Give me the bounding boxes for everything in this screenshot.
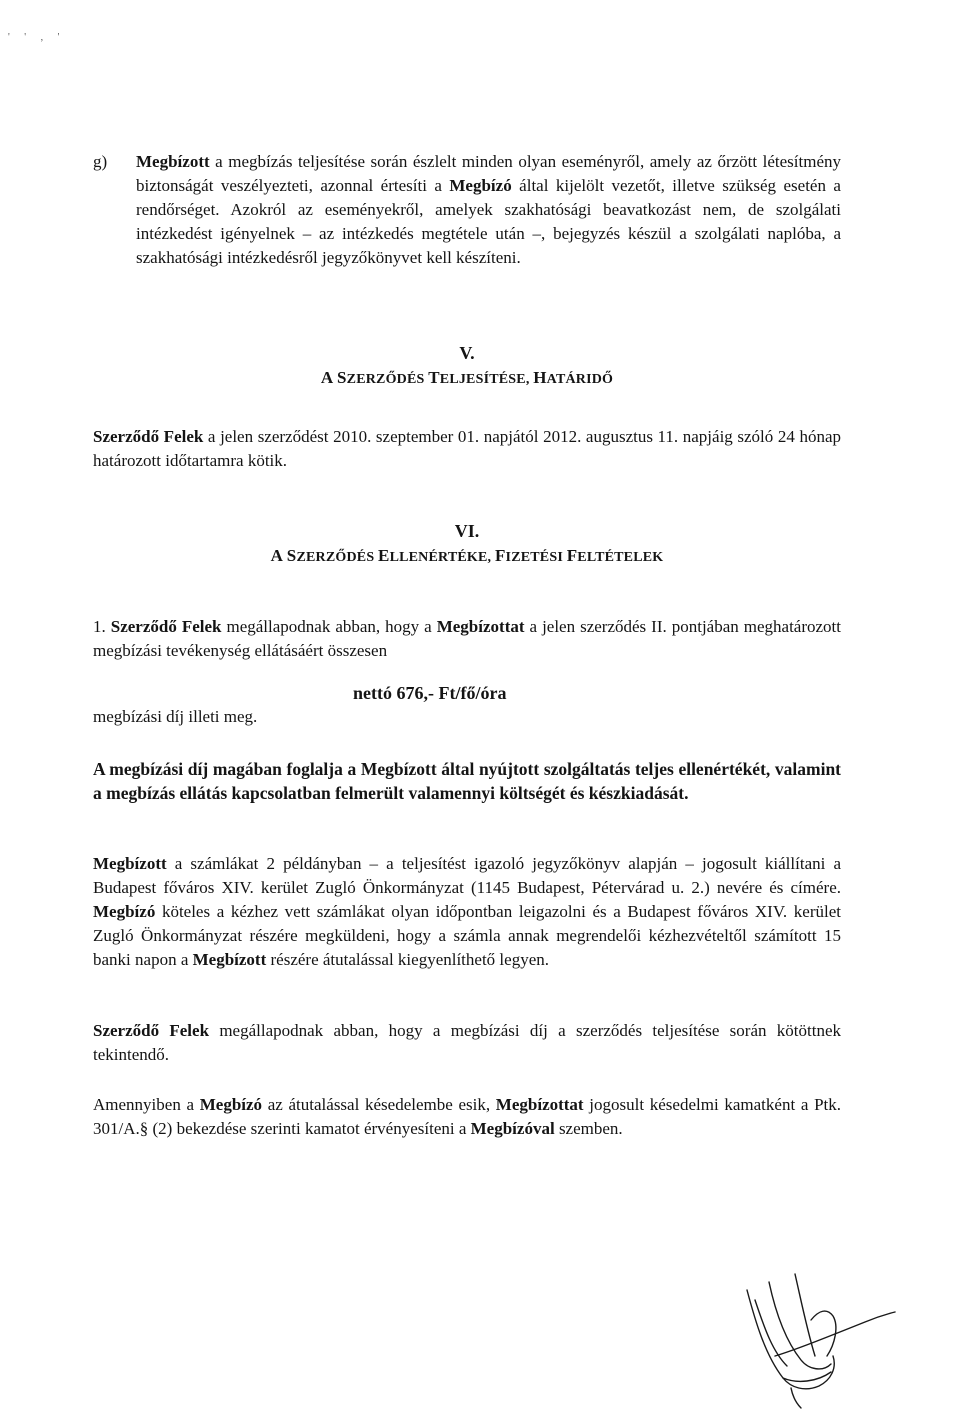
bold-term: Megbízó [449, 176, 512, 195]
completion-paragraph [93, 1019, 841, 1067]
delay-paragraph [93, 1093, 841, 1141]
bold-term: Szerződő Felek [93, 1021, 210, 1040]
text-run: 1. [93, 617, 111, 636]
fee-includes-paragraph: A megbízási díj magában foglalja a Megbízott által nyújtott szolgáltatás teljes ellenértékét, valamint a megbízás ellátás kapcsolatban felmerült valamennyi költségét és készkiadását. [93, 759, 841, 803]
section-v-title: A SZERZŐDÉS TELJESÍTÉSE, HATÁRIDŐ [320, 368, 614, 387]
section-vi-title: A SZERZŐDÉS ELLENÉRTÉKE, FIZETÉSI FELTÉTELEK [270, 546, 664, 565]
text-run: köteles a kézhez vett számlákat olyan időpontban leigazolni és a Budapest főváros XIV. kerület Zugló Önkormányzat részére megküldeni, hogy a számla annak megrendelői kézhezvételtől számított 15 banki napon a [93, 902, 841, 969]
text-run: az átutalással késedelembe esik, [262, 1095, 496, 1114]
bold-term: Megbízottat [495, 1095, 584, 1114]
text-run: megállapodnak abban, hogy a [221, 617, 437, 636]
section-g-text [136, 150, 841, 270]
section-vi-number: VI. [454, 521, 480, 541]
text-run: a jelen szerződés II. pontjában meghatározott megbízási tevékenység ellátásáért összesen [93, 617, 841, 660]
text-run: a számlákat 2 példányban – a teljesítést igazoló jegyzőkönyv alapján – jogosult kiállítani a Budapest főváros XIV. kerület Zugló Önkormányzat (1145 Budapest, Pétervárad u. 2.) nevére és címére. [93, 854, 841, 897]
bold-term: Megbízott [136, 152, 210, 171]
term-paragraph [93, 425, 841, 473]
section-vi-heading [93, 519, 841, 571]
bold-term: Megbízó [199, 1095, 263, 1114]
text-run: szemben. [554, 1119, 623, 1138]
text-run: a megbízás teljesítése során észlelt minden olyan eseményről, amely az őrzött létesítmény biztonságát veszélyezteti, azonnal értesíti a [136, 152, 841, 195]
fee-amount: nettó 676,- Ft/fő/óra [353, 683, 507, 703]
section-v-heading [93, 341, 841, 393]
bold-term: Megbízóval [470, 1119, 555, 1138]
bold-term: Szerződő Felek [110, 617, 222, 636]
bold-term: Szerződő Felek [93, 427, 204, 446]
section-g-paragraph [93, 150, 841, 270]
bold-term: Megbízott [192, 950, 267, 969]
scan-specks: ' ' , ' [8, 32, 66, 43]
text-run: Amennyiben a [93, 1095, 200, 1114]
text-run: részére átutalással kiegyenlíthető legyen. [266, 950, 549, 969]
handwritten-signature [735, 1260, 900, 1410]
fee-text: megbízási díj illeti meg. [93, 707, 258, 726]
text-run: által kijelölt vezetőt, illetve szükség esetén a rendőrséget. Azokról az eseményekről, amelyek szakhatósági beavatkozást nem, de szolgálati intézkedést igényelnek – az intézkedés megtétele után –, bejegyzés készül a szolgálati naplóba, a szakhatósági intézkedésről jegyzőkönyvet kell készíteni. [136, 176, 841, 267]
fee-paragraph [93, 615, 841, 663]
bold-term: Megbízottat [436, 617, 525, 636]
invoice-paragraph [93, 852, 841, 972]
section-g-letter: g) [93, 152, 108, 171]
bold-term: Megbízó [93, 902, 156, 921]
bold-term: Megbízott [93, 854, 167, 873]
text-run: megállapodnak abban, hogy a megbízási díj a szerződés teljesítése során kötöttnek tekintendő. [93, 1021, 842, 1064]
section-v-number: V. [459, 343, 475, 363]
text-run: jogosult késedelmi kamatként a Ptk. 301/A.§ (2) bekezdése szerinti kamatot érvényesíteni a [93, 1095, 841, 1138]
text-run: a jelen szerződést 2010. szeptember 01. napjától 2012. augusztus 11. napjáig szóló 24 hónap határozott időtartamra kötik. [93, 427, 841, 470]
